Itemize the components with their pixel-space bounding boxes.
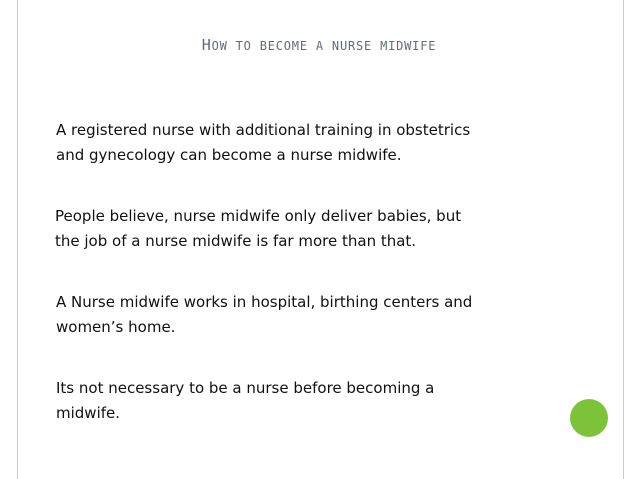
title-rest: OW TO BECOME A NURSE MIDWIFE	[211, 39, 437, 53]
accent-circle	[570, 399, 608, 437]
paragraph-3-line-2: women’s home.	[56, 318, 176, 336]
paragraph-1-line-1: A registered nurse with additional training in obstetrics	[56, 121, 471, 139]
paragraph-4-line-2: midwife.	[56, 404, 121, 422]
paragraph-4	[56, 376, 546, 426]
paragraph-2	[55, 204, 545, 254]
paragraph-4-line-1: Its not necessary to be a nurse before becoming a	[56, 379, 435, 397]
paragraph-3	[56, 290, 546, 340]
paragraph-2-line-1: People believe, nurse midwife only deliver babies, but	[55, 207, 462, 225]
paragraph-2-line-2: the job of a nurse midwife is far more than that.	[55, 232, 417, 250]
title-first-letter: H	[201, 36, 212, 54]
paragraph-1-line-2: and gynecology can become a nurse midwife.	[56, 146, 402, 164]
paragraph-3-line-1: A Nurse midwife works in hospital, birthing centers and	[56, 293, 473, 311]
slide-title	[0, 36, 638, 54]
paragraph-1	[56, 118, 546, 168]
